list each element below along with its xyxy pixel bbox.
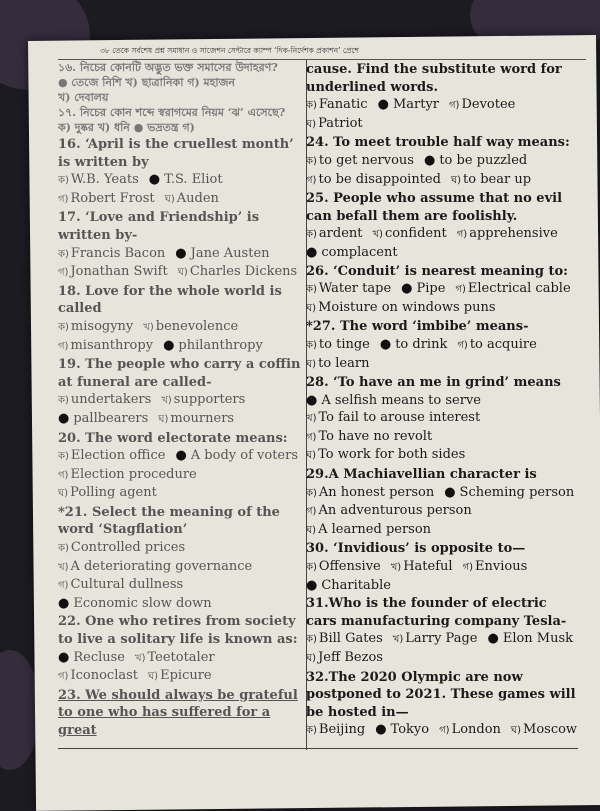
option-marker: খ) bbox=[58, 561, 69, 573]
option-list bbox=[58, 391, 302, 428]
option-marker: গ) bbox=[455, 284, 466, 296]
option-marker: খ) bbox=[306, 413, 317, 425]
faded-line: খ) দেবালয় bbox=[58, 91, 109, 104]
option-marker: গ) bbox=[306, 431, 317, 443]
option-label: misogyny bbox=[70, 318, 134, 334]
option-label: Elon Musk bbox=[502, 631, 574, 647]
option-label: Epicure bbox=[160, 668, 212, 684]
option-label: Election office bbox=[70, 448, 166, 464]
option bbox=[463, 558, 528, 577]
option bbox=[58, 263, 168, 282]
option-marker: ক) bbox=[58, 175, 69, 187]
left-question-list bbox=[58, 136, 302, 740]
selected-option bbox=[175, 447, 298, 466]
option-marker: ঘ) bbox=[148, 671, 159, 683]
option-marker: ক) bbox=[58, 321, 69, 333]
option-marker: ক) bbox=[306, 155, 317, 167]
option-label: Recluse bbox=[73, 649, 126, 665]
option-marker: ঘ) bbox=[58, 488, 69, 500]
selected-option bbox=[401, 280, 445, 299]
option bbox=[511, 721, 577, 740]
option bbox=[306, 171, 441, 190]
option-label: Patriot bbox=[318, 115, 363, 131]
option-label: Teetotaler bbox=[147, 649, 215, 665]
option-list bbox=[58, 539, 302, 612]
question-text: 16. ‘April is the cruellest month’ is written by bbox=[58, 137, 294, 170]
question-text: 17. ‘Love and Friendship’ is written by- bbox=[58, 210, 260, 243]
option bbox=[58, 558, 252, 577]
option bbox=[58, 318, 133, 337]
running-head: ৩৮ তেকে সর্বশেষ প্রশ্ন সমাধান ও সাজেশন সেন্টারে ক্যাম্প ‘দিক-নির্দেশক প্রকাশন’ প্রেশে bbox=[100, 46, 359, 55]
option-marker: গ) bbox=[58, 580, 69, 592]
option-label: To work for both sides bbox=[318, 447, 466, 463]
option-label: Moisture on windows puns bbox=[318, 299, 496, 315]
option-marker: ক) bbox=[58, 395, 69, 407]
selected-option bbox=[306, 244, 398, 262]
option bbox=[161, 391, 245, 410]
option bbox=[58, 539, 185, 558]
option-label: philanthropy bbox=[178, 337, 263, 353]
option bbox=[306, 649, 383, 668]
option-marker: ঘ) bbox=[158, 413, 169, 425]
option-label: Larry Page bbox=[405, 631, 478, 647]
option bbox=[58, 171, 139, 190]
option-label: Water tape bbox=[318, 281, 392, 297]
question-text: 30. ‘Invidious’ is opposite to— bbox=[306, 541, 526, 557]
option bbox=[158, 410, 234, 429]
option bbox=[306, 225, 362, 244]
option-label: Fanatic bbox=[318, 97, 368, 113]
option bbox=[58, 190, 155, 209]
selected-option bbox=[175, 245, 269, 264]
option-label: A body of voters bbox=[190, 448, 298, 464]
option-label: to get nervous bbox=[318, 152, 414, 168]
option-marker: ঘ) bbox=[306, 358, 317, 370]
option-label: Francis Bacon bbox=[70, 245, 166, 261]
question-text: 22. One who retires from society to live a solitary life is known as: bbox=[58, 614, 298, 648]
question-text: 29.A Machiavellian character is bbox=[306, 467, 537, 483]
option-label: Charles Dickens bbox=[189, 264, 298, 280]
faded-bengali-questions bbox=[58, 60, 302, 135]
option-marker: গ) bbox=[449, 100, 460, 112]
selected-option bbox=[380, 336, 447, 355]
option bbox=[393, 630, 478, 649]
option-list bbox=[306, 721, 578, 740]
option-label: Election procedure bbox=[70, 466, 197, 482]
selected-option bbox=[149, 171, 223, 190]
option bbox=[306, 299, 496, 318]
option-label: undertakers bbox=[70, 392, 152, 408]
right-column bbox=[306, 60, 578, 750]
option-marker: গ) bbox=[306, 174, 317, 186]
option-label: Jane Austen bbox=[190, 245, 270, 261]
option-label: To fail to arouse interest bbox=[318, 410, 481, 426]
option-marker: গ) bbox=[456, 229, 468, 241]
option-label: to bear up bbox=[463, 171, 532, 187]
question-item bbox=[306, 134, 578, 189]
option-label: Polling agent bbox=[70, 485, 157, 501]
option bbox=[306, 280, 391, 299]
option-marker: গ) bbox=[306, 506, 317, 518]
question-item bbox=[58, 209, 302, 281]
option bbox=[306, 409, 480, 428]
option bbox=[165, 190, 219, 209]
question-item bbox=[306, 595, 578, 667]
option bbox=[306, 115, 363, 134]
option-label: To have no revolt bbox=[318, 428, 433, 444]
option-label: to be puzzled bbox=[439, 152, 528, 168]
question-item bbox=[58, 613, 302, 685]
option-marker: খ) bbox=[390, 562, 402, 574]
option-label: Jeff Bezos bbox=[318, 650, 383, 665]
option bbox=[306, 558, 381, 577]
option bbox=[457, 336, 536, 355]
option-marker: ঘ) bbox=[306, 450, 317, 462]
option-marker: ঘ) bbox=[306, 524, 317, 536]
option bbox=[135, 649, 215, 668]
option-marker: ক) bbox=[58, 543, 69, 555]
selected-option bbox=[306, 392, 481, 410]
option bbox=[391, 558, 453, 577]
option-label: Bill Gates bbox=[318, 631, 383, 647]
option bbox=[306, 630, 383, 649]
option-marker: খ) bbox=[161, 395, 172, 407]
option-label: Cultural dullness bbox=[70, 577, 184, 593]
option-label: to tinge bbox=[318, 336, 370, 352]
option-marker: গ) bbox=[58, 193, 69, 205]
option bbox=[306, 96, 368, 115]
option-marker: ঘ) bbox=[164, 193, 175, 205]
option-marker: গ) bbox=[58, 469, 69, 481]
option-marker: গ) bbox=[457, 339, 468, 351]
option-label: A deteriorating governance bbox=[70, 558, 253, 574]
option-marker: গ) bbox=[439, 725, 450, 737]
option bbox=[143, 318, 238, 337]
option bbox=[306, 446, 465, 465]
question-text: 19. The people who carry a coffin at funeral are called- bbox=[58, 357, 301, 390]
option-label: Iconoclast bbox=[70, 668, 138, 684]
question-text: 25. People who assume that no evil can befall them are foolishly. bbox=[306, 191, 563, 224]
option bbox=[306, 428, 432, 447]
question-item bbox=[306, 669, 578, 740]
footer-rule bbox=[58, 748, 578, 749]
option-label: Offensive bbox=[318, 559, 381, 575]
option-marker: ক) bbox=[306, 100, 317, 112]
option-list bbox=[306, 96, 578, 133]
option-label: supporters bbox=[173, 392, 246, 408]
option-label: ardent bbox=[318, 226, 363, 242]
option-label: to be disappointed bbox=[318, 171, 441, 187]
question-item bbox=[58, 356, 302, 428]
option-label: London bbox=[451, 722, 501, 738]
option-label: Auden bbox=[176, 190, 219, 206]
option bbox=[58, 484, 157, 503]
option-list bbox=[306, 152, 578, 189]
question-item bbox=[58, 136, 302, 208]
question-text: 20. The word electorate means: bbox=[58, 430, 288, 446]
option-label: Devotee bbox=[461, 97, 516, 113]
question-item bbox=[306, 190, 578, 261]
option bbox=[372, 225, 446, 244]
option bbox=[306, 502, 472, 521]
question-item bbox=[58, 430, 302, 503]
option-label: Tokyo bbox=[390, 722, 430, 738]
option-label: An adventurous person bbox=[318, 503, 472, 519]
option-marker: খ) bbox=[135, 652, 146, 664]
question-text: 28. ‘To have an me in grind’ means bbox=[306, 375, 561, 391]
option-list bbox=[306, 280, 578, 317]
option-label: A selfish means to serve bbox=[321, 392, 481, 408]
option-list bbox=[306, 558, 578, 594]
option-list bbox=[58, 447, 302, 503]
option bbox=[58, 337, 153, 356]
faded-line: ১৬. নিচের কোনটি অদ্ভুত ভক্ত সমাসের উদাহরণ? bbox=[58, 61, 278, 74]
question-text: 23. We should always be grateful to one who has suffered for a great bbox=[58, 687, 298, 738]
option-label: confident bbox=[384, 226, 447, 242]
selected-option bbox=[58, 410, 148, 429]
option-marker: ক) bbox=[306, 562, 317, 574]
faded-line: ● তেজে নিশি খ) ছাত্রানিকা গ) মহাজন bbox=[58, 76, 235, 89]
option-marker: খ) bbox=[372, 229, 383, 241]
selected-option bbox=[375, 721, 429, 740]
option-list bbox=[58, 318, 302, 355]
selected-option bbox=[424, 152, 527, 171]
option bbox=[58, 245, 165, 264]
option bbox=[451, 171, 531, 190]
option-marker: ক) bbox=[306, 634, 317, 646]
option-marker: ঘ) bbox=[306, 118, 317, 130]
option-marker: ঘ) bbox=[510, 725, 522, 737]
option-list bbox=[306, 336, 578, 373]
option-label: W.B. Yeats bbox=[70, 172, 139, 188]
option-label: mourners bbox=[170, 410, 235, 426]
option-label: apprehensive bbox=[469, 226, 558, 242]
option bbox=[306, 484, 434, 503]
option bbox=[306, 355, 369, 374]
option bbox=[148, 667, 212, 686]
option-label: pallbearers bbox=[73, 410, 149, 426]
question-text: 18. Love for the whole world is called bbox=[58, 283, 282, 317]
option-label: A learned person bbox=[318, 521, 432, 537]
option bbox=[58, 466, 197, 485]
option-label: Hateful bbox=[403, 559, 453, 575]
left-column bbox=[58, 60, 307, 750]
option-list bbox=[306, 392, 578, 465]
option-label: Scheming person bbox=[459, 484, 575, 500]
option-list bbox=[58, 245, 302, 282]
option bbox=[306, 521, 431, 540]
selected-option bbox=[378, 96, 439, 115]
option-marker: ক) bbox=[306, 284, 317, 296]
option bbox=[58, 667, 138, 686]
option-label: Electrical cable bbox=[467, 281, 571, 297]
question-item bbox=[306, 318, 578, 373]
option-label: Martyr bbox=[392, 97, 439, 113]
option-label: misanthropy bbox=[70, 337, 154, 353]
option-list bbox=[306, 630, 578, 667]
faded-line: ১৭. নিচের কোন শব্দে স্বরাগমের নিয়ম ‘ঝ’ এসেছে? bbox=[58, 106, 286, 119]
option-list bbox=[58, 649, 302, 686]
option-marker: গ) bbox=[462, 562, 474, 574]
option-marker: গ) bbox=[58, 340, 69, 352]
option bbox=[449, 96, 515, 115]
option-label: An honest person bbox=[318, 484, 435, 500]
selected-option bbox=[306, 577, 391, 595]
selected-option bbox=[487, 630, 573, 649]
option-label: to acquire bbox=[469, 336, 537, 352]
faded-line: ক) দুষ্কর খ) ধনি ● ভদ্রতন্ত্র গ) bbox=[58, 121, 195, 134]
option-marker: ঘ) bbox=[450, 174, 462, 186]
option-label: Charitable bbox=[321, 577, 391, 593]
option bbox=[457, 225, 558, 244]
question-text: 31.Who is the founder of electric cars manufacturing company Tesla- bbox=[306, 596, 567, 629]
question-item bbox=[306, 374, 578, 465]
option bbox=[455, 280, 570, 299]
question-item bbox=[306, 61, 578, 133]
option bbox=[306, 152, 414, 171]
option-label: to learn bbox=[318, 355, 370, 371]
option bbox=[58, 447, 165, 466]
option-marker: ঘ) bbox=[306, 653, 317, 664]
option bbox=[306, 721, 365, 740]
question-text: 24. To meet trouble half way means: bbox=[306, 135, 570, 151]
option-label: Jonathan Swift bbox=[70, 264, 168, 280]
option-marker: খ) bbox=[392, 634, 404, 646]
question-item bbox=[58, 504, 302, 613]
option-label: Moscow bbox=[523, 722, 578, 738]
question-item bbox=[306, 540, 578, 594]
option-list bbox=[306, 484, 578, 540]
option-marker: ক) bbox=[306, 339, 317, 351]
option-marker: ক) bbox=[306, 725, 317, 737]
option bbox=[58, 576, 183, 595]
question-text: *27. The word ‘imbibe’ means- bbox=[306, 319, 529, 335]
option-marker: ক) bbox=[58, 451, 69, 463]
question-text: 32.The 2020 Olympic are now postponed to 2021. These games will be hosted in— bbox=[306, 669, 576, 720]
selected-option bbox=[58, 595, 212, 613]
option-label: complacent bbox=[321, 244, 398, 260]
option-marker: খ) bbox=[143, 321, 154, 333]
option bbox=[306, 336, 370, 355]
option-marker: ক) bbox=[306, 229, 317, 241]
option-label: Controlled prices bbox=[70, 540, 186, 556]
option-label: benevolence bbox=[155, 318, 239, 334]
option-label: Envious bbox=[475, 559, 528, 575]
right-question-list bbox=[306, 61, 578, 740]
question-text: *21. Select the meaning of the word ‘Stagflation’ bbox=[58, 504, 280, 538]
option-label: Beijing bbox=[318, 722, 366, 738]
option-label: Economic slow down bbox=[73, 595, 212, 611]
option bbox=[58, 391, 151, 410]
option-list bbox=[58, 171, 302, 208]
question-item bbox=[306, 466, 578, 539]
option-marker: গ) bbox=[58, 267, 69, 279]
question-text: 26. ‘Conduit’ is nearest meaning to: bbox=[306, 263, 568, 279]
option-label: T.S. Eliot bbox=[164, 172, 223, 188]
question-item bbox=[58, 687, 302, 740]
selected-option bbox=[58, 649, 125, 668]
option bbox=[439, 721, 501, 740]
question-text: cause. Find the substitute word for underlined words. bbox=[306, 62, 562, 95]
option-label: Robert Frost bbox=[70, 190, 155, 206]
selected-option bbox=[163, 337, 263, 356]
option-label: Pipe bbox=[416, 281, 446, 297]
option-marker: গ) bbox=[58, 671, 69, 683]
option-marker: ক) bbox=[58, 248, 69, 260]
selected-option bbox=[444, 484, 574, 503]
question-item bbox=[306, 263, 578, 318]
option-marker: ঘ) bbox=[177, 267, 188, 279]
option bbox=[178, 263, 298, 282]
option-list bbox=[306, 225, 578, 261]
option-marker: ঘ) bbox=[306, 302, 317, 314]
option-label: to drink bbox=[395, 336, 448, 352]
option-marker: ক) bbox=[306, 487, 317, 499]
question-item bbox=[58, 283, 302, 355]
